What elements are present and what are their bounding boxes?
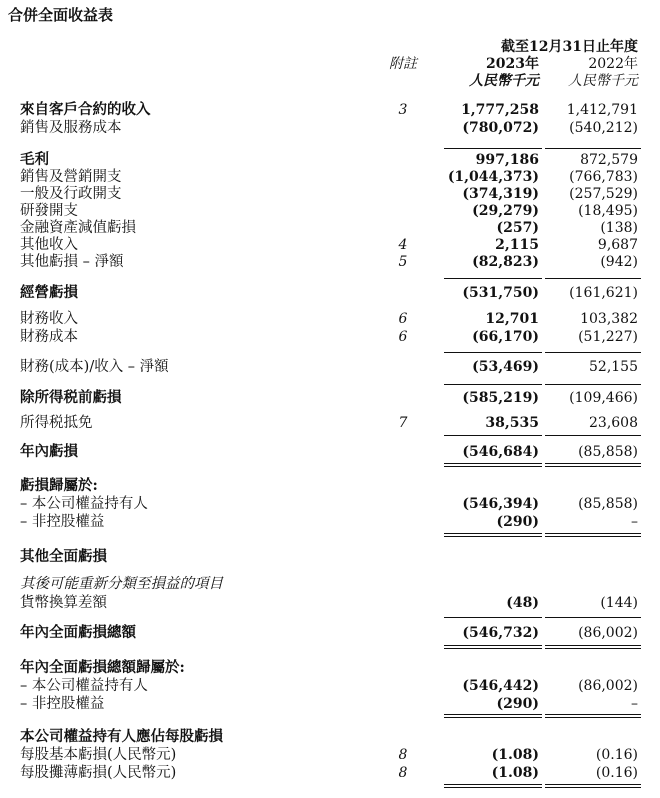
- row-label: 財務成本: [20, 329, 78, 345]
- row-value-2023: (1,044,373): [447, 169, 539, 185]
- row-value-2023: (374,319): [462, 186, 539, 202]
- row-label: 所得税抵免: [20, 415, 93, 431]
- rule-line: [444, 466, 542, 467]
- row-value-2023: (290): [496, 514, 539, 530]
- row-label: 每股攤薄虧損(人民幣元): [20, 765, 177, 781]
- row-value-2022: (540,212): [569, 120, 638, 136]
- row-value-2023: 38,535: [485, 415, 539, 431]
- unit-2022-header: 人民幣千元: [568, 73, 638, 89]
- period-header: 截至12月31日止年度: [501, 39, 638, 55]
- rule-line: [444, 278, 542, 279]
- row-value-2022: –: [631, 514, 638, 530]
- row-value-2022: (86,002): [578, 625, 638, 641]
- row-note: 8: [398, 765, 408, 781]
- row-value-2022: (85,858): [578, 444, 638, 460]
- row-note: 7: [398, 415, 408, 431]
- row-label: 經營虧損: [20, 284, 78, 301]
- rule-line: [444, 784, 542, 785]
- rule-line: [444, 533, 542, 534]
- rule-line: [444, 648, 542, 649]
- row-value-2022: (138): [600, 220, 638, 236]
- row-value-2022: (942): [600, 254, 638, 270]
- row-note: 4: [398, 237, 408, 253]
- rule-line: [444, 384, 542, 385]
- rule-line: [545, 533, 641, 534]
- year-2023-header: 2023年: [486, 56, 539, 72]
- row-label: 毛利: [20, 151, 49, 168]
- rule-line: [444, 148, 542, 149]
- rule-line: [545, 466, 641, 467]
- rule-line: [444, 717, 542, 718]
- row-value-2023: (546,732): [462, 625, 539, 641]
- row-value-2022: (85,858): [578, 496, 638, 512]
- rule-line: [545, 148, 641, 149]
- row-label: 財務(成本)/收入 – 淨額: [20, 359, 169, 375]
- row-label: 其他虧損 – 淨額: [20, 254, 124, 270]
- rule-line: [545, 648, 641, 649]
- row-value-2023: (546,684): [462, 444, 539, 460]
- rule-line: [545, 536, 641, 537]
- row-label: 銷售及服務成本: [20, 120, 122, 136]
- row-value-2023: (53,469): [472, 359, 539, 375]
- rule-line: [444, 714, 542, 715]
- row-value-2022: (0.16): [595, 765, 638, 781]
- row-value-2023: (29,279): [472, 203, 539, 219]
- rule-line: [444, 352, 542, 353]
- row-note: 8: [398, 747, 408, 763]
- row-value-2022: (766,783): [569, 169, 638, 185]
- row-value-2023: (48): [506, 595, 539, 611]
- row-label: 本公司權益持有人應佔每股虧損: [20, 728, 223, 745]
- rule-line: [545, 463, 641, 464]
- rule-line: [444, 617, 542, 618]
- row-label: 其他全面虧損: [20, 548, 107, 565]
- row-note: 6: [398, 329, 408, 345]
- rule-line: [444, 787, 542, 788]
- row-value-2023: (546,394): [462, 496, 539, 512]
- row-label: 除所得税前虧損: [20, 389, 122, 406]
- row-value-2022: (109,466): [569, 390, 638, 406]
- row-label: 年內全面虧損總額: [20, 624, 136, 641]
- row-value-2023: (257): [496, 220, 539, 236]
- row-value-2022: (51,227): [578, 329, 638, 345]
- rule-line: [545, 787, 641, 788]
- row-value-2022: (257,529): [569, 186, 638, 202]
- row-value-2023: 2,115: [495, 237, 539, 253]
- note-col-header: 附註: [389, 56, 417, 72]
- row-value-2022: –: [631, 696, 638, 712]
- rule-line: [545, 278, 641, 279]
- rule-line: [545, 352, 641, 353]
- row-label: 其後可能重新分類至損益的項目: [20, 576, 223, 592]
- rule-line: [545, 435, 641, 436]
- row-value-2022: 52,155: [589, 359, 638, 375]
- rule-line: [444, 435, 542, 436]
- rule-line: [444, 463, 542, 464]
- row-value-2023: (1.08): [491, 765, 539, 781]
- row-label: 其他收入: [20, 237, 78, 253]
- row-value-2022: 1,412,791: [566, 102, 638, 118]
- row-label: – 本公司權益持有人: [20, 496, 148, 512]
- row-label: – 本公司權益持有人: [20, 678, 148, 694]
- row-value-2023: (1.08): [491, 747, 539, 763]
- row-value-2022: (144): [600, 595, 638, 611]
- row-value-2023: (780,072): [462, 120, 539, 136]
- row-note: 3: [398, 102, 408, 118]
- row-value-2022: 23,608: [589, 415, 638, 431]
- unit-2023-header: 人民幣千元: [469, 73, 539, 89]
- rule-line: [545, 784, 641, 785]
- row-value-2023: (546,442): [462, 678, 539, 694]
- row-label: 一般及行政開支: [20, 186, 122, 202]
- row-label: 銷售及營銷開支: [20, 169, 122, 185]
- rule-line: [545, 617, 641, 618]
- rule-line: [545, 714, 641, 715]
- row-note: 6: [398, 311, 408, 327]
- row-label: 研發開支: [20, 203, 78, 219]
- row-value-2023: (82,823): [472, 254, 539, 270]
- row-label: 每股基本虧損(人民幣元): [20, 747, 177, 763]
- row-value-2022: (0.16): [595, 747, 638, 763]
- row-label: 年內虧損: [20, 443, 78, 460]
- row-value-2022: (18,495): [578, 203, 638, 219]
- row-value-2023: 997,186: [475, 152, 539, 168]
- row-label: – 非控股權益: [20, 696, 105, 712]
- rule-line: [444, 536, 542, 537]
- row-value-2022: (161,621): [569, 285, 638, 301]
- row-label: 貨幣換算差額: [20, 595, 107, 611]
- row-note: 5: [398, 254, 408, 270]
- row-value-2023: (531,750): [462, 285, 539, 301]
- row-value-2023: (66,170): [472, 329, 539, 345]
- row-label: 來自客戶合約的收入: [20, 101, 151, 118]
- row-value-2022: 9,687: [597, 237, 638, 253]
- page-title: 合併全面收益表: [8, 6, 114, 24]
- rule-line: [545, 384, 641, 385]
- rule-line: [444, 645, 542, 646]
- row-label: 虧損歸屬於:: [20, 477, 98, 494]
- row-value-2023: 12,701: [485, 311, 539, 327]
- row-value-2022: 872,579: [580, 152, 638, 168]
- row-label: – 非控股權益: [20, 514, 105, 530]
- rule-line: [545, 717, 641, 718]
- row-value-2023: 1,777,258: [461, 102, 539, 118]
- row-label: 金融資產減值虧損: [20, 220, 136, 236]
- rule-line: [545, 645, 641, 646]
- row-label: 財務收入: [20, 311, 78, 327]
- row-value-2022: (86,002): [578, 678, 638, 694]
- year-2022-header: 2022年: [588, 56, 638, 72]
- row-label: 年內全面虧損總額歸屬於:: [20, 659, 185, 676]
- row-value-2022: 103,382: [580, 311, 638, 327]
- row-value-2023: (290): [496, 696, 539, 712]
- row-value-2023: (585,219): [462, 390, 539, 406]
